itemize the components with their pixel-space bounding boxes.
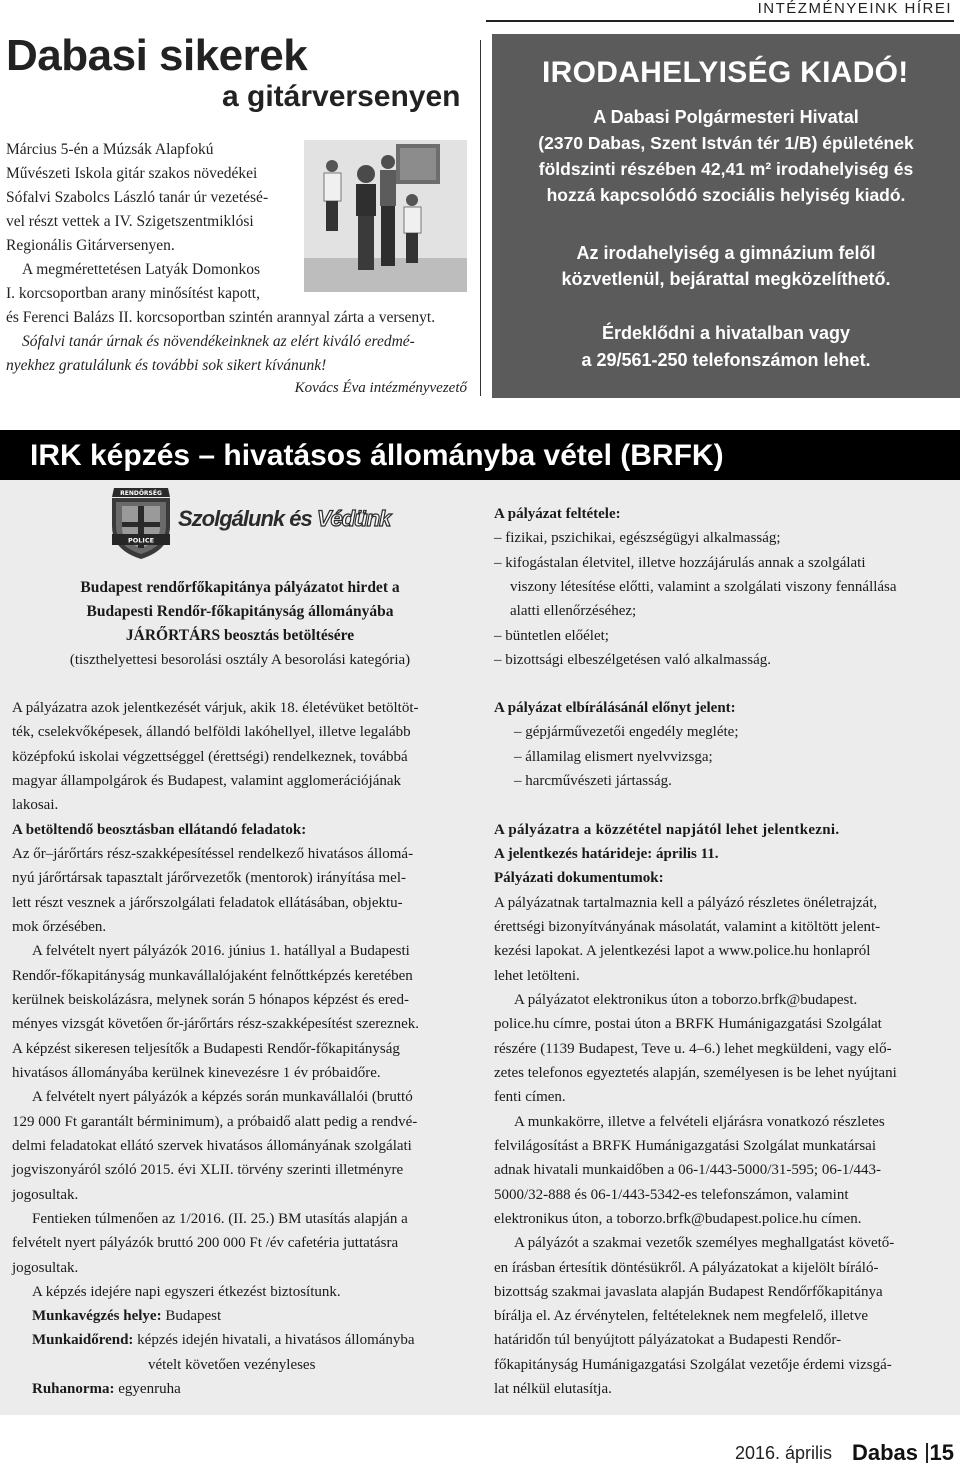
body-line: érettségi bizonyítványának másolatát, valamint a kitöltött jelent-	[494, 919, 881, 935]
article-line: A megmérettetésen Latyák Domonkos	[22, 261, 261, 278]
uniform-value: egyenruha	[114, 1381, 181, 1397]
column-divider	[480, 40, 481, 396]
body-line: határidőn túl benyújtott pályázatokat a Budapesti Rendőr-	[494, 1332, 842, 1348]
body-line: Rendőr-főkapitányság munkavállalójaként felnőttképzés keretében	[12, 968, 413, 984]
police-badge-icon	[108, 484, 174, 560]
body-line: felvilágosítást a BRFK Humánigazgatási Szolgálat munkatársai	[494, 1138, 876, 1154]
slogan-part-1: Szolgálunk és	[178, 506, 317, 531]
body-line: en írásban értesítik döntésükről. A pályázatokat a kijelölt bíráló-	[494, 1260, 879, 1276]
office-text: A Dabasi Polgármesteri Hivatal	[593, 107, 859, 127]
footer-separator	[926, 1443, 928, 1463]
uniform-label: Ruhanorma:	[32, 1381, 115, 1397]
work-time	[32, 1328, 415, 1352]
body-line: A pályázót a szakmai vezetők személyes meghallgatást követő-	[514, 1235, 895, 1251]
footer-title: Dabas	[851, 1440, 918, 1465]
guitarists-photo-image	[304, 140, 467, 292]
body-line: középfokú iskolai végzettséggel (érettségi) rendelkeznek, továbbá	[12, 749, 408, 765]
body-line: A képzést sikeresen teljesítők a Budapesti Rendőr-főkapitányság	[12, 1041, 400, 1057]
condition-item: – kifogástalan életvitel, illetve hozzájárulás annak a szolgálati	[494, 555, 866, 571]
tasks-heading: A betöltendő beosztásban ellátandó feladatok:	[12, 822, 307, 838]
body-line: Az őr–járőrtárs rész-szakképesítéssel rendelkező hivatásos állomá-	[12, 846, 414, 862]
article-line: Regionális Gitárversenyen.	[6, 237, 175, 254]
body-line: ték, cselekvőképesek, állandó belföldi lakóhellyel, illetve legalább	[12, 724, 411, 740]
body-line: A munkakörre, illetve a felvételi eljárásra vonatkozó részletes	[514, 1114, 885, 1130]
body-line: hivatásos állományába kerülnek kinevezésre 1 év próbaidőre.	[12, 1065, 381, 1081]
conditions-title: A pályázat feltétele:	[494, 506, 621, 522]
article-line: és Ferenci Balázs II. korcsoportban szintén arannyal zárta a versenyt.	[6, 309, 436, 326]
body-line: felvételt nyert pályázók bruttó 200 000 Ft /év cafetéria juttatásra	[12, 1235, 399, 1251]
body-line: főkapitányság Humánigazgatási Szolgálat vezetője érdemi vizsgá-	[494, 1357, 892, 1373]
article-line: nyekhez gratulálunk és további sok sikert kívánunk!	[6, 357, 327, 374]
condition-item: alatti ellenőrzéséhez;	[510, 603, 637, 619]
article-line: Sófalvi Szabolcs László tanár úr vezetésé-	[6, 189, 269, 206]
article-line: I. korcsoportban arany minősítést kapott,	[6, 285, 260, 302]
article-line: vel részt vettek a IV. Szigetszentmiklósi	[6, 213, 254, 230]
body-line: lehet letölteni.	[494, 968, 580, 984]
body-line: delmi feladatokat ellátó szervek hivatásos állományának szolgálati	[12, 1138, 412, 1154]
work-time-value: képzés idején hivatali, a hivatásos állományba	[133, 1332, 415, 1348]
badge-bottom-text: POLICE	[127, 536, 155, 545]
condition-item: – fizikai, pszichikai, egészségügyi alkalmasság;	[494, 530, 781, 546]
article-line: Művészeti Iskola gitár szakos növedékei	[6, 165, 258, 182]
office-text: Érdeklődni a hivatalban vagy	[601, 323, 851, 343]
article-signature: Kovács Éva intézményvezető	[294, 380, 467, 396]
article-line: Március 5-én a Múzsák Alapfokú	[6, 141, 214, 158]
apply-from: A pályázatra a közzététel napjától lehet jelentkezni.	[494, 822, 840, 838]
office-text: közvetlenül, bejárattal megközelíthető.	[561, 269, 891, 289]
body-line: zetes telefonos egyeztetés alapján, személyesen is be lehet nyújtani	[494, 1065, 897, 1081]
article-title: Dabasi sikerek	[6, 31, 308, 80]
body-line: A pályázatra azok jelentkezését várjuk, akik 18. életévüket betöltöt-	[12, 700, 419, 716]
slogan-part-2: Védünk	[316, 506, 391, 531]
body-line: elektronikus úton, a toborzo.brfk@budapest.police.hu címen.	[494, 1211, 862, 1227]
work-place-label: Munkavégzés helye:	[32, 1308, 162, 1324]
office-text: a 29/561-250 telefonszámon lehet.	[581, 350, 871, 370]
body-line: nyú járőrtársak tapasztalt járőrvezetők (mentorok) irányítása mel-	[12, 870, 406, 886]
condition-item: viszony létesítése előtti, valamint a szolgálati viszony fennállása	[510, 579, 897, 595]
uniform	[32, 1377, 181, 1401]
article-line: Sófalvi tanár úrnak és növendékeinknek az elért kiváló eredmé-	[22, 333, 415, 350]
advantage-item: – gépjárművezetői engedély megléte;	[514, 724, 739, 740]
body-line: A pályázatnak tartalmaznia kell a pályázó részletes önéletrajzát,	[494, 895, 878, 911]
body-line: adnak hivatali munkaidőben a 06-1/443-5000/31-595; 06-1/443-	[494, 1162, 882, 1178]
body-line: mok őrzésében.	[12, 919, 107, 935]
badge-top-text: RENDŐRSÉG	[120, 490, 162, 497]
footer-date: 2016. április	[734, 1443, 832, 1463]
body-line: részére (1139 Budapest, Teve u. 4–6.) lehet megküldeni, vagy elő-	[494, 1041, 892, 1057]
police-slogan	[178, 506, 391, 536]
office-text: hozzá kapcsolódó szociális helyiség kiadó.	[546, 185, 906, 205]
advantage-item: – államilag elismert nyelvvizsga;	[514, 749, 713, 765]
body-line: police.hu címre, postai úton a BRFK Humánigazgatási Szolgálat	[494, 1016, 882, 1032]
body-line: kezési lapokat. A jelentkezési lapot a www.police.hu honlapról	[494, 943, 871, 959]
body-line: jogosultak.	[12, 1187, 79, 1203]
body-line: magyar állampolgárok és Budapest, valamint agglomerációjának	[12, 773, 402, 789]
deadline: A jelentkezés határideje: április 11.	[494, 846, 719, 862]
docs-title: Pályázati dokumentumok:	[494, 870, 664, 886]
irk-banner	[0, 430, 960, 480]
header-rule	[486, 20, 954, 22]
office-text: Az irodahelyiség a gimnázium felől	[576, 243, 876, 263]
work-time-value-2: vételt követően vezényleses	[148, 1357, 316, 1373]
body-line: A felvételt nyert pályázók a képzés során munkavállalói (bruttó	[32, 1089, 413, 1105]
intro-line: Budapesti Rendőr-főkapitányság állományába	[86, 603, 394, 620]
body-line: fenti címen.	[494, 1089, 566, 1105]
intro-line: JÁRŐRTÁRS beosztás betöltésére	[125, 627, 355, 644]
body-line: lett részt vesznek a járőrszolgálati feladatok ellátásában, objektu-	[12, 895, 403, 911]
body-line: bírálja el. Az érvénytelen, feltételeknek nem megfelelő, illetve	[494, 1308, 868, 1324]
intro-line: (tiszthelyettesi besorolási osztály A besorolási kategória)	[69, 652, 411, 668]
body-line: A képzés idejére napi egyszeri étkezést biztosítunk.	[32, 1284, 341, 1300]
body-line: lakosai.	[12, 797, 59, 813]
section-label: INTÉZMÉNYEINK HÍREI	[757, 0, 952, 17]
body-line: kerülnek beiskolázásra, melynek során 5 hónapos képzést és ered-	[12, 992, 409, 1008]
body-line: jogviszonyáról szóló 2015. évi XLII. törvény szerinti illetményre	[12, 1162, 404, 1178]
page-number: 15	[929, 1440, 954, 1465]
office-text: (2370 Dabas, Szent István tér 1/B) épületének	[538, 133, 914, 153]
body-line: A felvételt nyert pályázók 2016. június 1. hatállyal a Budapesti	[32, 943, 410, 959]
irk-title: IRK képzés – hivatásos állományba vétel (BRFK)	[30, 439, 724, 472]
office-title: IRODAHELYISÉG KIADÓ!	[542, 56, 909, 89]
office-rental-box	[492, 34, 960, 398]
article-subtitle: a gitárversenyen	[222, 80, 461, 113]
intro-line: Budapest rendőrfőkapitánya pályázatot hirdet a	[80, 579, 400, 596]
body-line: A pályázatot elektronikus úton a toborzo.brfk@budapest.	[514, 992, 858, 1008]
condition-item: – bizottsági elbeszélgetésen való alkalmasság.	[494, 652, 771, 668]
advantage-item: – harcművészeti jártasság.	[514, 773, 672, 789]
police-badge	[108, 484, 174, 560]
office-text: földszinti részében 42,41 m² irodahelyiség és	[538, 159, 914, 179]
advantage-title: A pályázat elbírálásánál előnyt jelent:	[494, 700, 736, 716]
condition-item: – büntetlen előélet;	[494, 628, 609, 644]
article-photo	[304, 140, 467, 292]
body-line: lat nélkül elutasítja.	[494, 1381, 612, 1397]
body-line: 129 000 Ft garantált bérminimum), a próbaidő alatt pedig a rendvé-	[12, 1114, 418, 1130]
body-line: bizottság szakmai javaslata alapján Budapest Rendőrfőkapitánya	[494, 1284, 883, 1300]
work-place-value: Budapest	[161, 1308, 222, 1324]
work-time-label: Munkaidőrend:	[32, 1332, 134, 1348]
body-line: jogosultak.	[12, 1260, 79, 1276]
work-place	[32, 1304, 221, 1328]
body-line: 5000/32-888 és 06-1/443-5342-es telefonszámon, valamint	[494, 1187, 849, 1203]
body-line: ményes vizsgát követően őr-járőrtárs rész-szakképesítést szereznek.	[12, 1016, 420, 1032]
body-line: Fentieken túlmenően az 1/2016. (II. 25.) BM utasítás alapján a	[32, 1211, 408, 1227]
